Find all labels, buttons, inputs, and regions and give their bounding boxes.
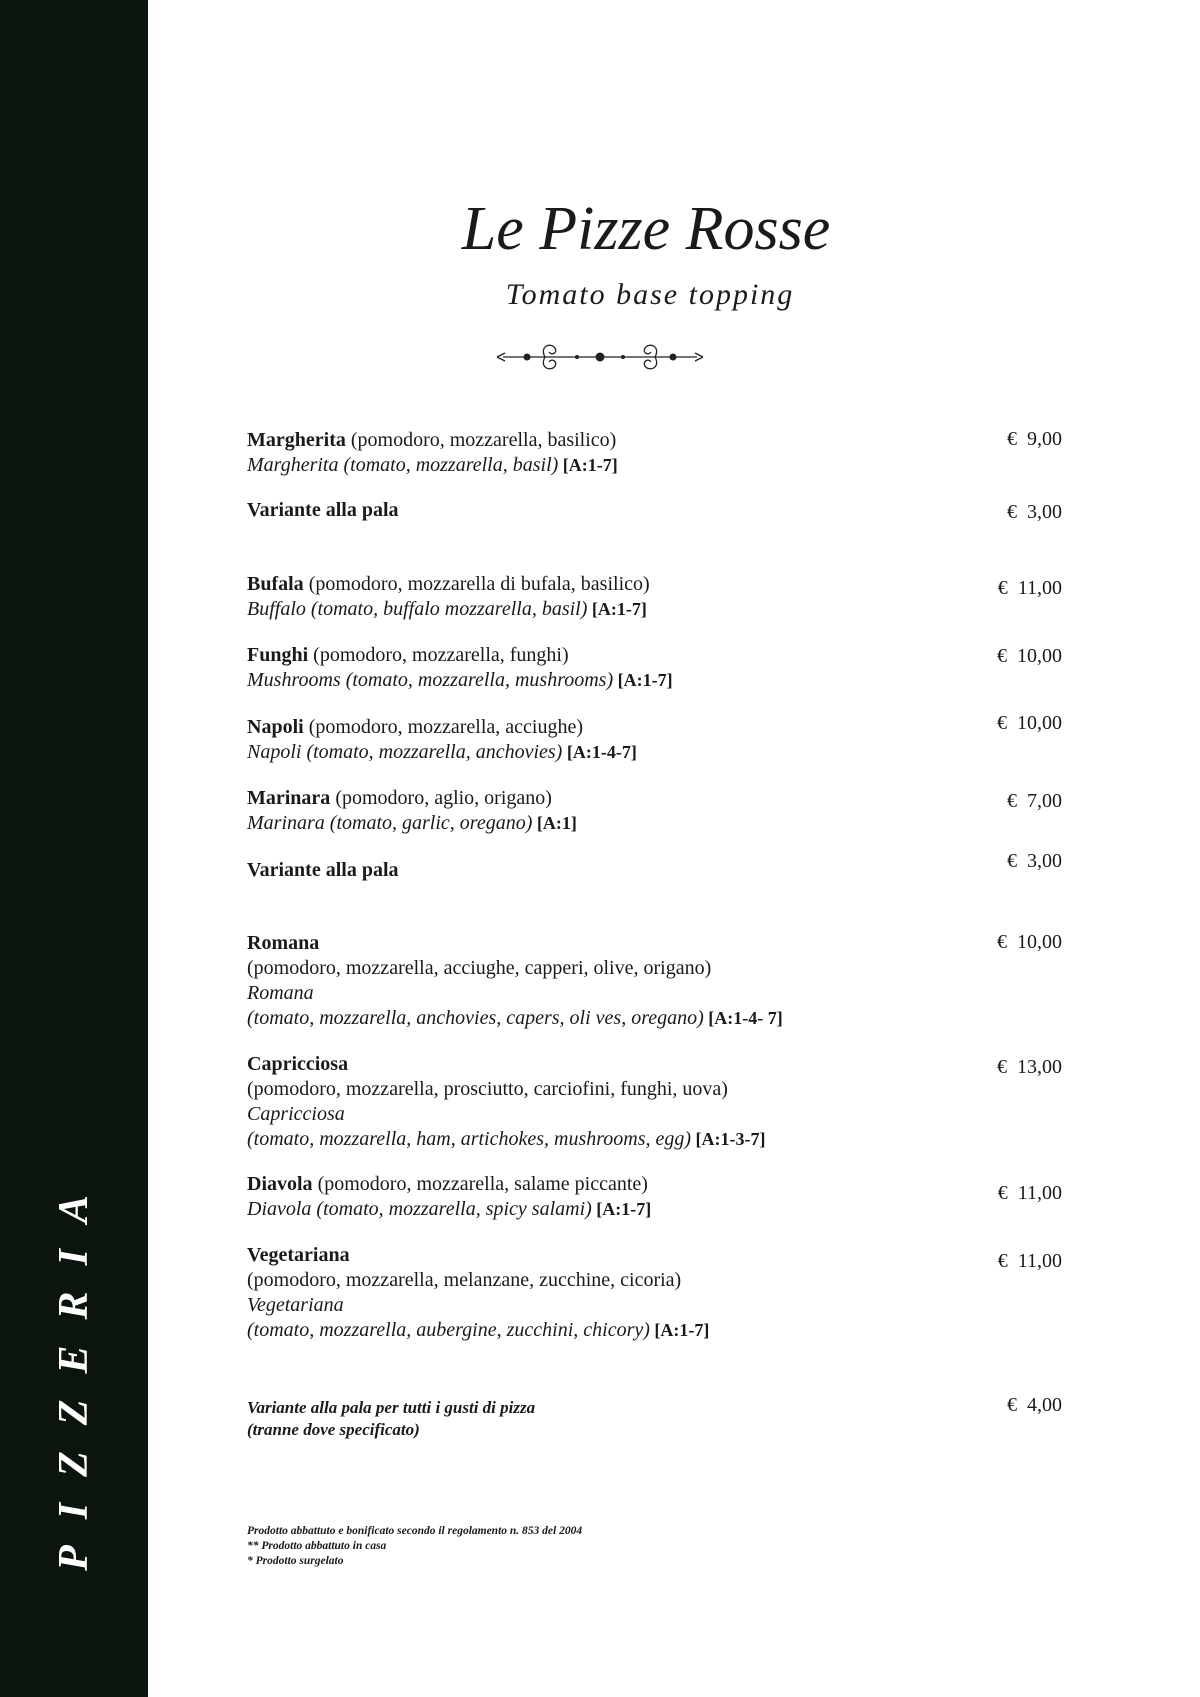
item-allergens: [A:1-3-7] — [691, 1129, 766, 1149]
item-allergens: [A:1-7] — [587, 599, 647, 619]
item-name: Napoli — [247, 716, 304, 738]
item-name: Variante alla pala — [247, 499, 399, 521]
item-allergens: [A:1-4- 7] — [703, 1008, 783, 1028]
item-price: € 11,00 — [997, 1250, 1062, 1272]
footnote: ** Prodotto abbattuto in casa — [247, 1540, 387, 1552]
item-allergens: [A:1-7] — [613, 670, 673, 690]
item-description-en: Marinara (tomato, garlic, oregano) — [247, 812, 533, 834]
item-description-it: (pomodoro, mozzarella di bufala, basilico) — [303, 573, 650, 595]
item-description-it: (pomodoro, mozzarella, funghi) — [308, 644, 569, 666]
item-allergens: [A:1] — [532, 813, 577, 833]
item-name-en: Vegetariana — [247, 1294, 344, 1316]
item-allergens: [A:1-7] — [558, 455, 618, 475]
item-description-en: (tomato, mozzarella, anchovies, capers, oli ves, oregano) — [247, 1007, 704, 1029]
item-name: Variante alla pala — [247, 859, 399, 881]
item-name: Romana — [247, 932, 320, 954]
variante-note-price: € 4,00 — [1007, 1394, 1062, 1416]
item-description-it: (pomodoro, mozzarella, salame piccante) — [312, 1173, 648, 1195]
item-description-it: (pomodoro, mozzarella, acciughe) — [303, 716, 584, 738]
item-name: Capricciosa — [247, 1053, 349, 1075]
item-description-en: (tomato, mozzarella, aubergine, zucchini, chicory) — [247, 1319, 650, 1341]
item-description-en: Buffalo (tomato, buffalo mozzarella, basil) — [247, 598, 588, 620]
page-title: Le Pizze Rosse — [461, 195, 831, 263]
ornament-divider-icon — [495, 340, 705, 374]
item-price: € 10,00 — [997, 645, 1062, 667]
item-price: € 11,00 — [997, 577, 1062, 599]
item-name: Margherita — [247, 429, 346, 451]
footnote: Prodotto abbattuto e bonificato secondo il regolamento n. 853 del 2004 — [247, 1525, 583, 1537]
item-name: Marinara — [247, 787, 331, 809]
item-price: € 9,00 — [1007, 428, 1062, 450]
sidebar-label: PIZZERIA — [51, 1169, 97, 1571]
item-name: Diavola — [247, 1173, 313, 1195]
item-description-en: Margherita (tomato, mozzarella, basil) — [247, 454, 559, 476]
footnotes — [247, 1524, 582, 1569]
item-description-it: (pomodoro, mozzarella, acciughe, capperi, olive, origano) — [247, 957, 712, 979]
item-name-en: Romana — [247, 982, 314, 1004]
item-allergens: [A:1-7] — [649, 1320, 710, 1340]
item-description-it: (pomodoro, mozzarella, melanzane, zucchine, cicoria) — [247, 1269, 682, 1291]
item-allergens: [A:1-4-7] — [562, 742, 637, 762]
item-description-en: Napoli (tomato, mozzarella, anchovies) — [247, 741, 563, 763]
item-price: € 3,00 — [1007, 501, 1062, 523]
variante-note — [247, 1397, 535, 1441]
item-price: € 3,00 — [1007, 850, 1062, 872]
item-price: € 10,00 — [997, 712, 1062, 734]
item-price: € 13,00 — [997, 1056, 1062, 1078]
item-description-it: (pomodoro, mozzarella, basilico) — [345, 429, 617, 451]
item-description-en: (tomato, mozzarella, ham, artichokes, mushrooms, egg) — [247, 1128, 692, 1150]
item-price: € 7,00 — [1007, 790, 1062, 812]
item-description-it: (pomodoro, aglio, origano) — [330, 787, 552, 809]
item-name-en: Capricciosa — [247, 1103, 345, 1125]
item-price: € 11,00 — [997, 1182, 1062, 1204]
item-name: Funghi — [247, 644, 309, 666]
item-allergens: [A:1-7] — [591, 1199, 652, 1219]
item-description-en: Diavola (tomato, mozzarella, spicy salami) — [247, 1198, 592, 1220]
page-subtitle: Tomato base topping — [505, 278, 795, 311]
item-name: Bufala — [247, 573, 304, 595]
item-price: € 10,00 — [997, 931, 1062, 953]
variante-note-line2: (tranne dove specificato) — [247, 1420, 420, 1439]
item-description-it: (pomodoro, mozzarella, prosciutto, carciofini, funghi, uova) — [247, 1078, 728, 1100]
variante-note-line1: Variante alla pala per tutti i gusti di pizza — [247, 1398, 536, 1417]
footnote: * Prodotto surgelato — [247, 1555, 344, 1567]
item-name: Vegetariana — [247, 1244, 350, 1266]
item-description-en: Mushrooms (tomato, mozzarella, mushrooms) — [247, 669, 614, 691]
